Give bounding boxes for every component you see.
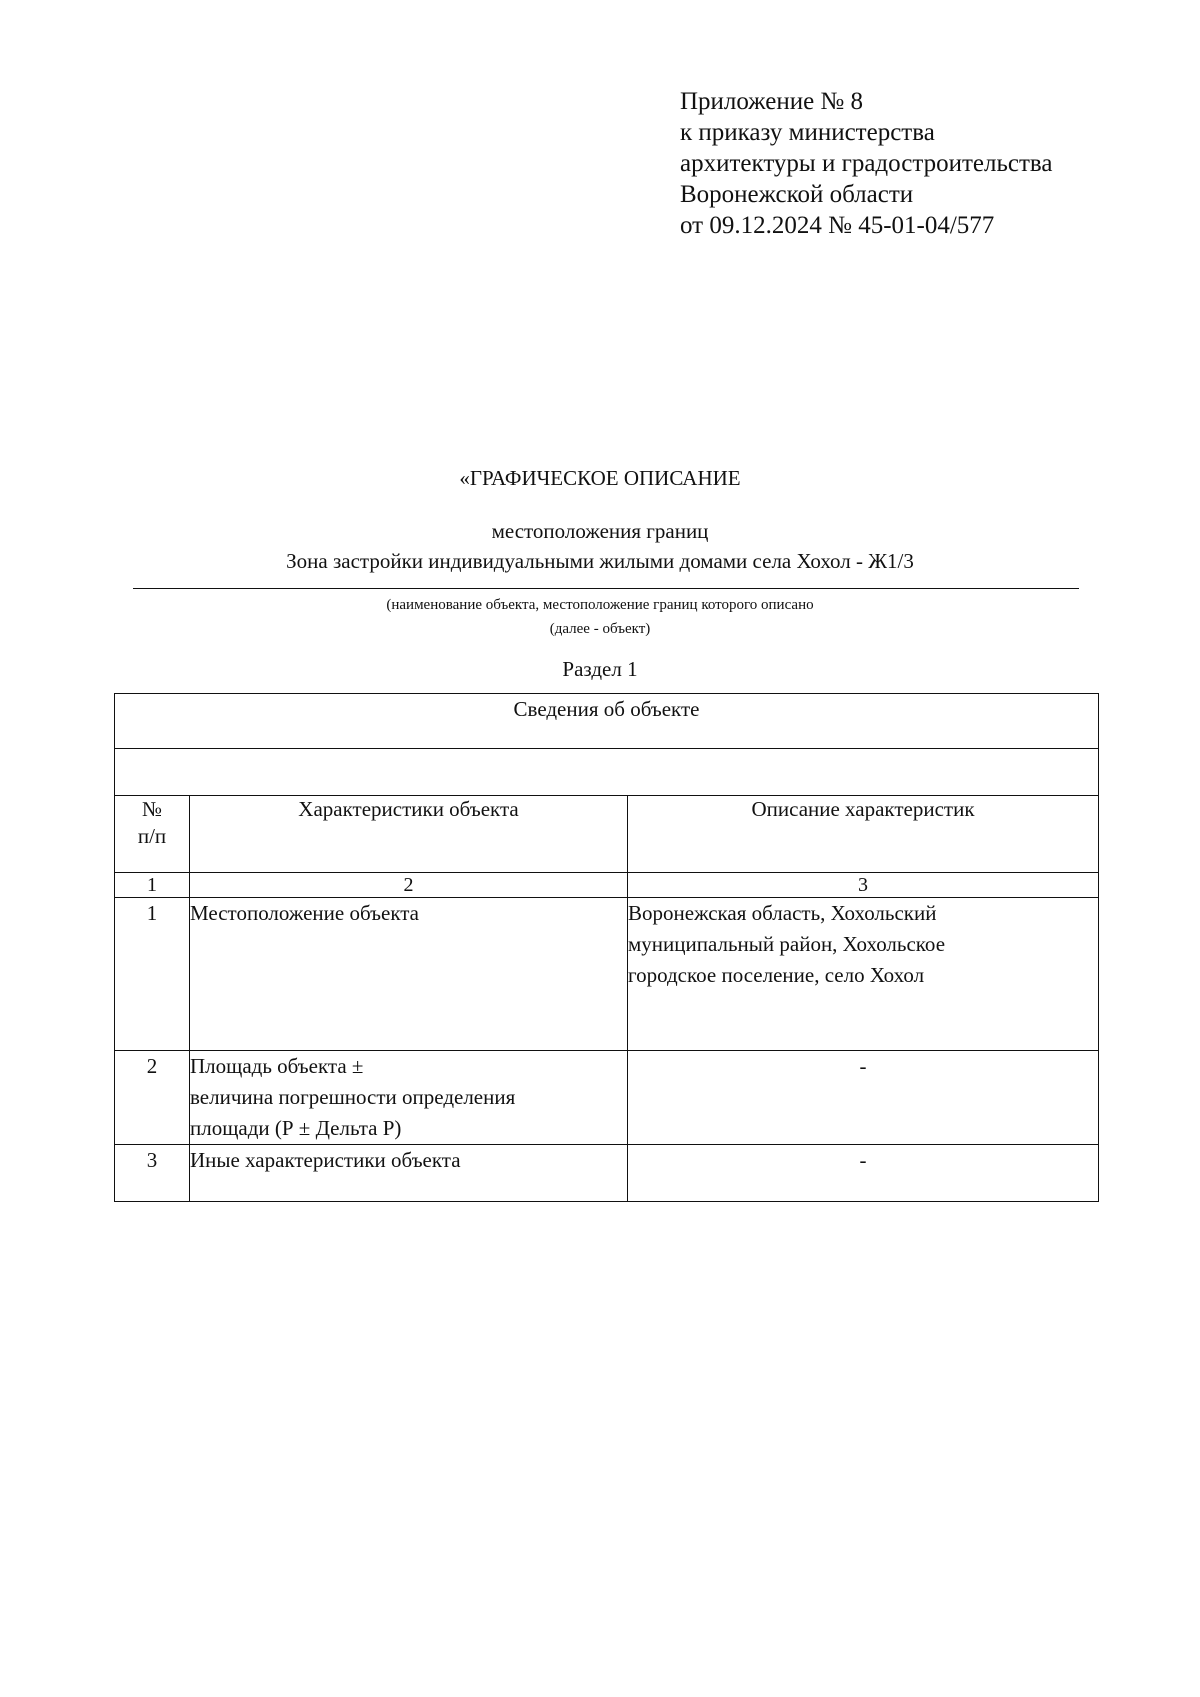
caption-line-2: (далее - объект) <box>549 621 651 637</box>
row-description: - <box>628 1051 1099 1145</box>
characteristic-line: площади (Р ± Дельта Р) <box>190 1116 402 1140</box>
characteristic-line: Площадь объекта ± <box>190 1054 364 1078</box>
appendix-order: к приказу министерства <box>680 119 935 146</box>
table-row <box>115 898 1099 1051</box>
document-subtitle: местоположения границ <box>491 519 709 543</box>
table-title-row <box>115 694 1099 749</box>
object-name: Зона застройки индивидуальными жилыми домами села Хохол - Ж1/3 <box>286 549 914 573</box>
table-empty-row <box>115 749 1099 796</box>
document-title: «ГРАФИЧЕСКОЕ ОПИСАНИЕ <box>459 466 741 490</box>
header-number <box>115 796 190 873</box>
header-number-sign: № <box>141 797 163 821</box>
table-row <box>115 1051 1099 1145</box>
description-line: городское поселение, село Хохол <box>628 963 925 987</box>
row-description <box>628 898 1099 1051</box>
row-description: - <box>628 1145 1099 1202</box>
characteristic-line: величина погрешности определения <box>190 1085 516 1109</box>
column-number-3: 3 <box>628 873 1099 898</box>
row-number: 2 <box>115 1051 190 1145</box>
row-characteristic: Местоположение объекта <box>190 898 628 1051</box>
table-empty-cell <box>115 749 1099 796</box>
caption-line-1: (наименование объекта, местоположение границ которого описано <box>386 597 814 613</box>
row-characteristic <box>190 1051 628 1145</box>
row-number: 1 <box>115 898 190 1051</box>
row-number: 3 <box>115 1145 190 1202</box>
row-characteristic: Иные характеристики объекта <box>190 1145 628 1202</box>
appendix-header <box>680 86 1052 241</box>
table-title: Сведения об объекте <box>115 694 1099 749</box>
table-column-numbers-row <box>115 873 1099 898</box>
section-label: Раздел 1 <box>562 657 638 681</box>
table-row <box>115 1145 1099 1202</box>
object-info-table <box>114 693 1099 1202</box>
object-name-underline <box>133 588 1079 589</box>
appendix-region: Воронежской области <box>680 181 914 208</box>
header-number-abbr: п/п <box>137 824 167 848</box>
appendix-number: Приложение № 8 <box>680 88 864 115</box>
header-description: Описание характеристик <box>628 796 1099 873</box>
description-line: муниципальный район, Хохольское <box>628 932 946 956</box>
appendix-date-number: от 09.12.2024 № 45-01-04/577 <box>680 212 995 239</box>
table-header-row <box>115 796 1099 873</box>
header-characteristics: Характеристики объекта <box>190 796 628 873</box>
appendix-ministry: архитектуры и градостроительства <box>680 150 1053 177</box>
column-number-2: 2 <box>190 873 628 898</box>
column-number-1: 1 <box>115 873 190 898</box>
description-line: Воронежская область, Хохольский <box>628 901 937 925</box>
object-name-caption <box>0 593 1200 641</box>
